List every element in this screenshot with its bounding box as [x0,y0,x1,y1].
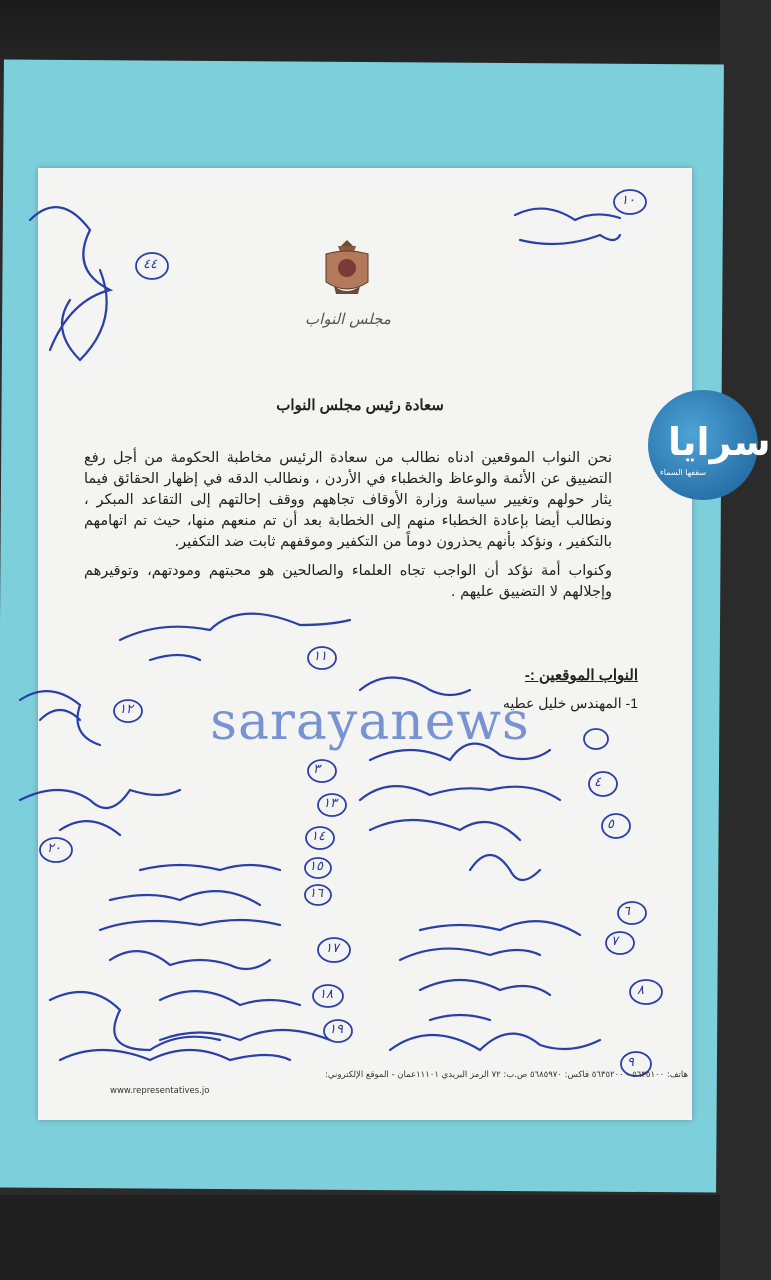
salutation-heading: سعادة رئيس مجلس النواب [276,397,444,414]
handwritten-number: ٧ [611,934,618,949]
handwritten-number: ٨ [637,983,644,998]
paragraph-1: نحن النواب الموقعين ادناه نطالب من سعادة الرئيس مخاطبة الحكومة من أجل رفع التضييق عن الأئمة والوعاظ والخطباء في الأردن ، ونطالب الدقه في إظهار الحقائق فيما يثار حولهم وتغيير سياسة وزارة الأوقاف تجاههم ووقف إحالتهم إلى التقاعد المبكر ، ونطالب أيضا بإعادة الخطباء منهم إلى الخطابة بعد أن تم منعهم منها، حيث تم اتهامهم بالتكفير ، ونؤكد بأنهم يحذرون دوماً من التكفير وموقفهم ثابت ضد التكفير. [84,450,612,550]
saraya-logo-text: سرايا [668,420,771,464]
footer-contact: هاتف: ٥٦٣٥١٠٠ - ٥٦٣٥٢٠٠ فاكس: ٥٦٨٥٩٧٠ ص.ب: ٧٢ الرمز البريدي ١١١٠١عمان - الموقع الإلكتروني: [325,1070,688,1080]
handwritten-number: ١٣ [323,796,337,811]
handwritten-number: ١١ [313,649,327,664]
handwritten-number: ١٢ [119,702,133,717]
handwritten-number: ٩ [627,1055,634,1070]
handwritten-number: ١٧ [325,941,339,956]
handwritten-number: ١٥ [309,859,323,874]
handwritten-number: ١٤ [311,829,325,844]
first-signatory: 1- المهندس خليل عطيه [502,695,638,711]
handwritten-number: ٤٤ [143,257,157,272]
handwritten-number: ٦ [623,904,630,919]
handwritten-number: ٢٠ [47,841,61,856]
watermark-text: sarayanews [210,692,530,752]
handwritten-number: ١٦ [309,886,323,901]
council-name: مجلس النواب [305,310,391,328]
handwritten-number: ١٠ [621,193,635,208]
handwritten-number: ٤ [594,775,601,790]
footer-url: www.representatives.jo [110,1086,210,1096]
handwritten-number: ١٨ [319,987,333,1002]
handwritten-number: ٥ [607,817,614,832]
signatories-header: النواب الموقعين :- [524,667,638,684]
saraya-logo-subtitle: سقفها السماء [660,468,707,477]
handwritten-number: ١٩ [329,1022,343,1037]
handwritten-number: ٣ [313,762,320,777]
paragraph-2: وكنواب أمة نؤكد أن الواجب تجاه العلماء والصالحين هو محبتهم ومودتهم، وتوقيرهم وإجلالهم لا التضييق عليهم . [84,563,612,600]
